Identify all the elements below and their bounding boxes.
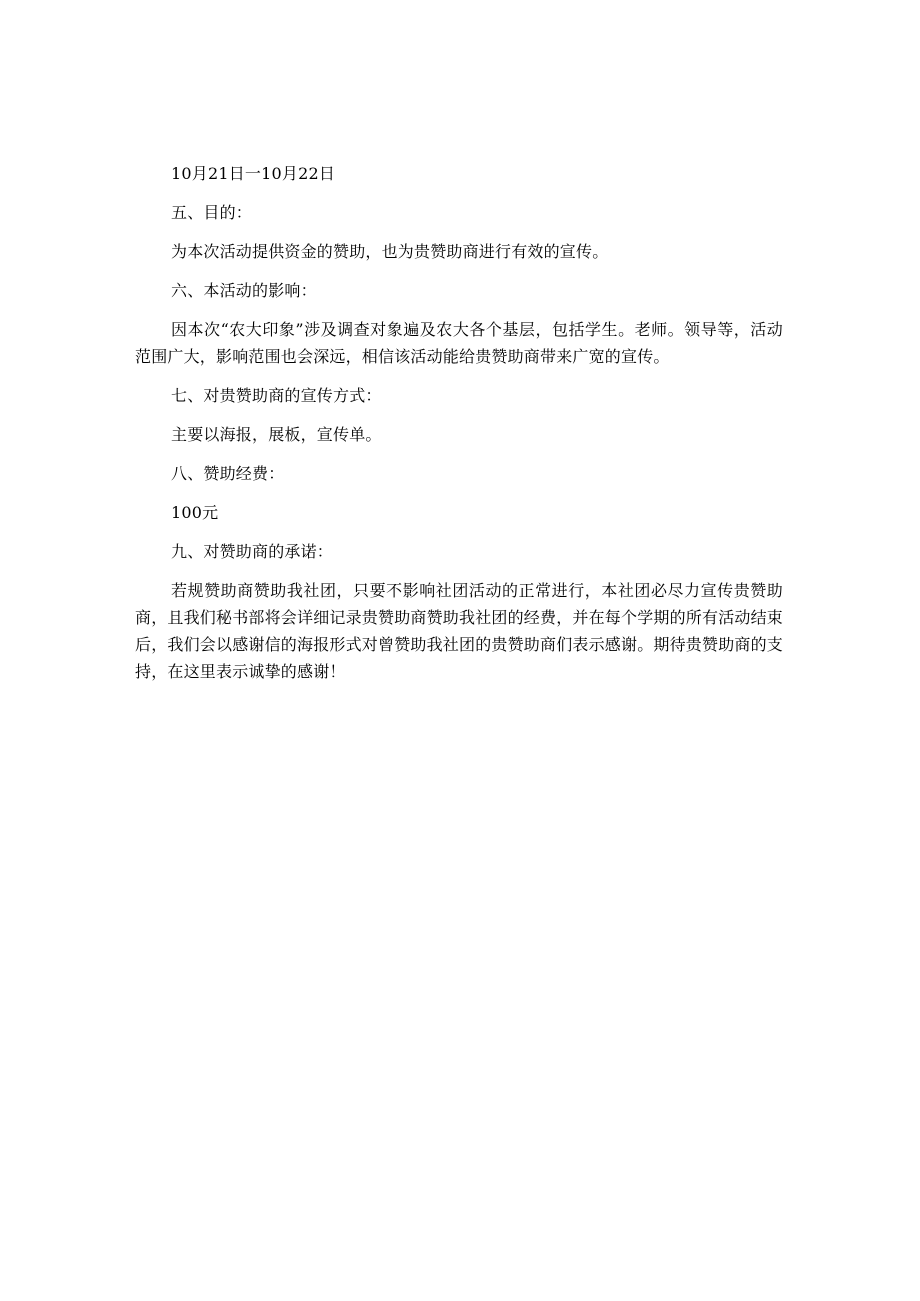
- section-heading-purpose: 五、目的：: [171, 203, 253, 222]
- section-heading-impact: 六、本活动的影响：: [171, 281, 317, 300]
- commitment-text: 若规赞助商赞助我社团，只要不影响社团活动的正常进行，本社团必尽力宣传贵赞助商，且我们秘书部将会详细记录贵赞助商赞助我社团的经费，并在每个学期的所有活动结束后，我们会以感谢信的海报形式对曾赞助我社团的贵赞助商们表示感谢。期待贵赞助商的支持，在这里表示诚挚的感谢！: [135, 581, 784, 681]
- impact-text: 因本次“农大印象”涉及调查对象遍及农大各个基层，包括学生。老师。领导等，活动范围广大，影响范围也会深远，相信该活动能给贵赞助商带来广宽的宣传。: [135, 320, 783, 366]
- section-heading-promotion: 七、对贵赞助商的宣传方式：: [171, 386, 382, 405]
- funding-amount: 100元: [171, 503, 219, 522]
- date-range: 10月21日一10月22日: [171, 164, 336, 183]
- purpose-text: 为本次活动提供资金的赞助，也为贵赞助商进行有效的宣传。: [171, 242, 609, 261]
- section-heading-funding: 八、赞助经费：: [171, 464, 285, 483]
- promotion-text: 主要以海报，展板，宣传单。: [171, 425, 382, 444]
- section-heading-commitment: 九、对赞助商的承诺：: [171, 542, 334, 561]
- document-body: [135, 160, 783, 685]
